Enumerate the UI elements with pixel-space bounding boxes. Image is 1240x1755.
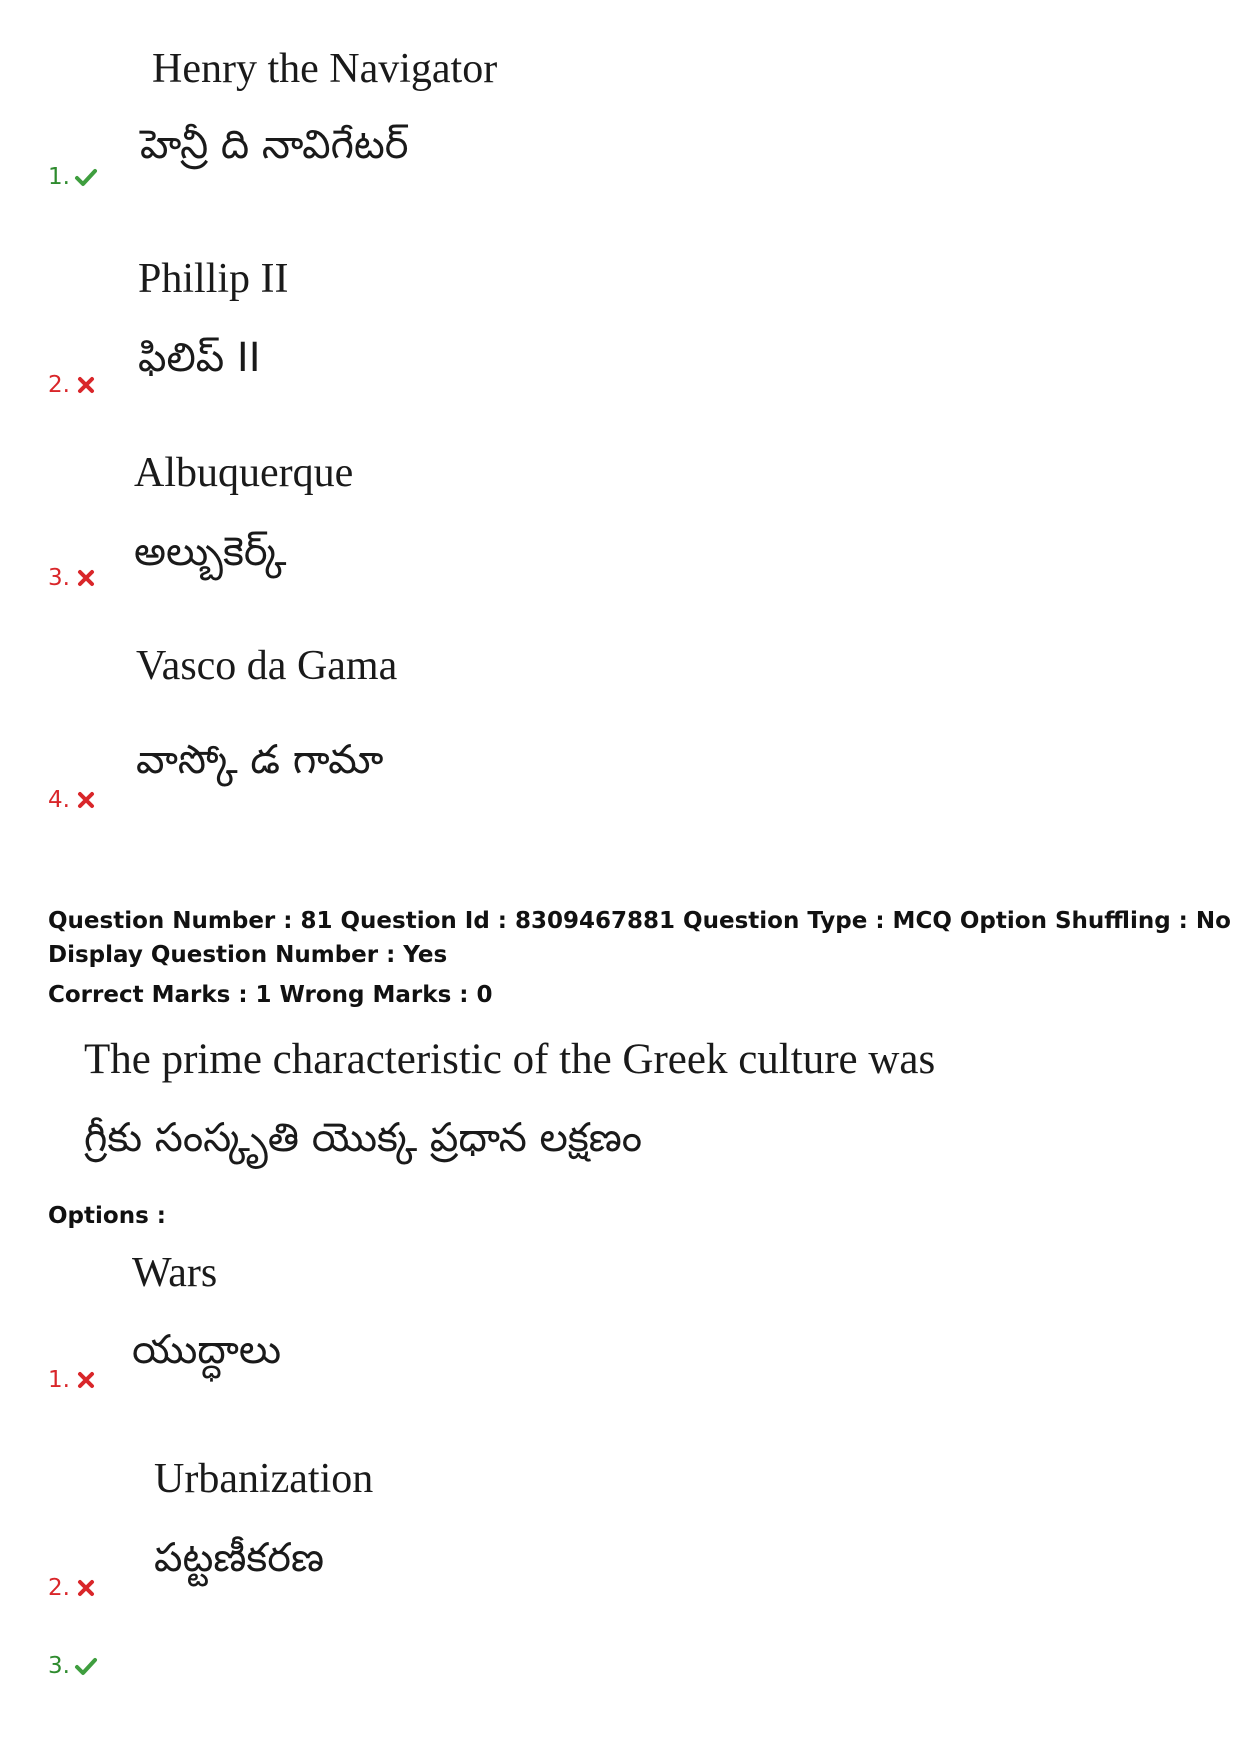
option-number-label: 1. [48, 1366, 70, 1393]
cross-mark-icon [74, 373, 98, 397]
question-option-1-english: Wars [132, 1250, 218, 1296]
cross-mark-icon [74, 788, 98, 812]
option-number-label: 4. [48, 786, 70, 813]
option-2-number [48, 373, 98, 397]
question-option-1-number [48, 1368, 98, 1392]
option-3-telugu: అల్బుకెర్క్ [134, 529, 287, 575]
option-number-label: 2. [48, 371, 70, 398]
option-number-label: 2. [48, 1574, 70, 1601]
question-marks-line: Correct Marks : 1 Wrong Marks : 0 [48, 982, 493, 1008]
cross-mark-icon [74, 1576, 98, 1600]
cross-mark-icon [74, 1368, 98, 1392]
option-4-number [48, 788, 98, 812]
question-option-2-telugu: పట్టణీకరణ [154, 1535, 324, 1581]
option-2-telugu: ఫిలిప్ II [138, 335, 261, 381]
option-number-label: 3. [48, 1652, 70, 1679]
check-mark-icon [74, 165, 98, 189]
option-2-english: Phillip II [138, 256, 289, 302]
question-meta-line-2: Display Question Number : Yes [48, 942, 448, 968]
question-text-telugu: గ్రీకు సంస్కృతి యొక్క ప్రధాన లక్షణం [84, 1115, 643, 1161]
option-3-number [48, 566, 98, 590]
option-3-english: Albuquerque [134, 450, 354, 496]
question-option-2-english: Urbanization [154, 1456, 374, 1502]
question-meta-line-1: Question Number : 81 Question Id : 8309467881 Question Type : MCQ Option Shuffling : No [48, 908, 1231, 934]
option-4-telugu: వాస్కో డ గామా [136, 737, 384, 783]
option-1-english: Henry the Navigator [152, 46, 498, 92]
options-label: Options : [48, 1203, 166, 1229]
option-4-english: Vasco da Gama [136, 643, 398, 689]
question-option-1-telugu: యుద్ధాలు [132, 1327, 282, 1373]
question-option-3-number [48, 1654, 98, 1678]
question-option-2-number [48, 1576, 98, 1600]
option-1-number [48, 165, 98, 189]
option-number-label: 3. [48, 564, 70, 591]
option-number-label: 1. [48, 163, 70, 190]
check-mark-icon [74, 1654, 98, 1678]
cross-mark-icon [74, 566, 98, 590]
option-1-telugu: హెన్రీ ది నావిగేటర్ [140, 122, 409, 168]
question-text-english: The prime characteristic of the Greek culture was [84, 1036, 936, 1083]
